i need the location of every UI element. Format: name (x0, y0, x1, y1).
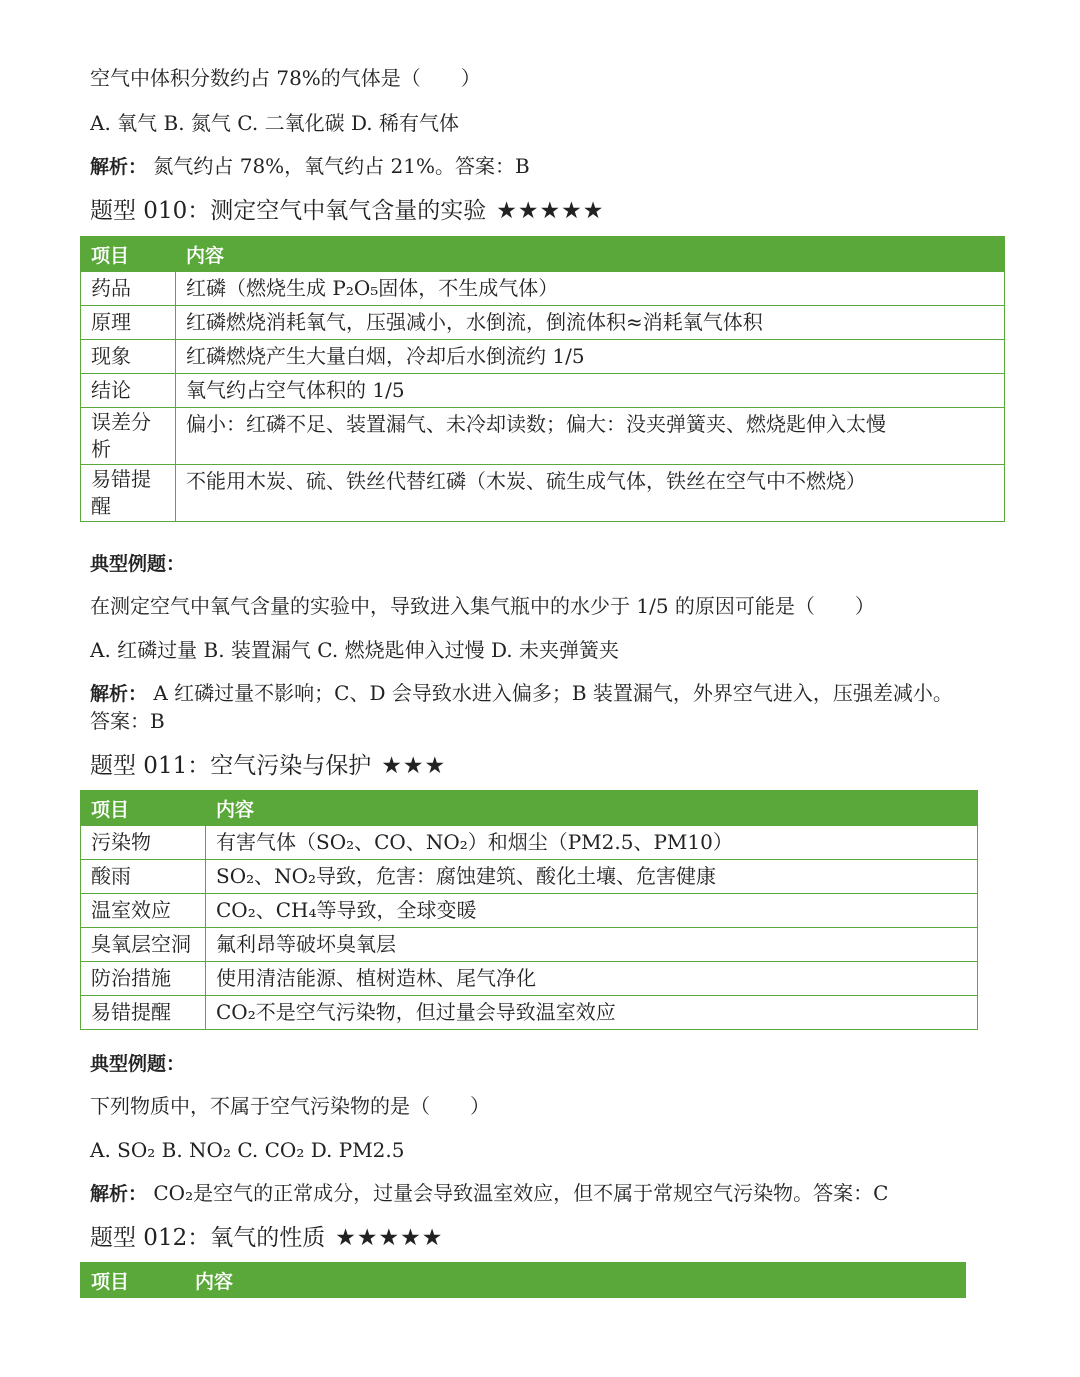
section-title: 题型 011：空气污染与保护 (90, 753, 372, 779)
table-row (81, 860, 978, 894)
table-row (81, 928, 978, 962)
row-label: 温室效应 (81, 894, 206, 928)
row-label: 误差分析 (81, 408, 176, 465)
row-content: 有害气体（SO₂、CO、NO₂）和烟尘（PM2.5、PM10） (206, 826, 978, 860)
analysis-answer: 答案：B (90, 709, 165, 733)
table-row (81, 272, 1005, 306)
row-content: 氟利昂等破坏臭氧层 (206, 928, 978, 962)
header-cell-item: 项目 (81, 791, 206, 826)
analysis-line (90, 152, 530, 181)
options-text: A. 氧气 B. 氮气 C. 二氧化碳 D. 稀有气体 (90, 111, 459, 135)
section-012-table (80, 1262, 966, 1298)
section-012-heading (90, 1222, 443, 1254)
table-row (81, 962, 978, 996)
table-header-row (81, 237, 1005, 272)
row-label: 酸雨 (81, 860, 206, 894)
table-row (81, 340, 1005, 374)
row-label: 结论 (81, 374, 176, 408)
table-row (81, 996, 978, 1030)
section-011-table (80, 790, 978, 1030)
row-label: 药品 (81, 272, 176, 306)
question-text: 下列物质中，不属于空气污染物的是（ ） (90, 1094, 490, 1118)
row-content: 偏小：红磷不足、装置漏气、未冷却读数；偏大：没夹弹簧夹、燃烧匙伸入太慢 (176, 408, 1005, 465)
row-label: 易错提醒 (81, 996, 206, 1030)
section-010-table (80, 236, 1005, 522)
row-label: 污染物 (81, 826, 206, 860)
analysis-text: CO₂是空气的正常成分，过量会导致温室效应，但不属于常规空气污染物。答案：C (153, 1181, 889, 1205)
table-row (81, 408, 1005, 465)
section-011-heading (90, 750, 446, 782)
analysis-line (90, 679, 953, 708)
options-text: A. SO₂ B. NO₂ C. CO₂ D. PM2.5 (90, 1138, 405, 1162)
row-content: 使用清洁能源、植树造林、尾气净化 (206, 962, 978, 996)
header-cell-content: 内容 (185, 1263, 966, 1298)
row-label: 现象 (81, 340, 176, 374)
row-content: 不能用木炭、硫、铁丝代替红磷（木炭、硫生成气体，铁丝在空气中不燃烧） (176, 465, 1005, 522)
question-text: 在测定空气中氧气含量的实验中，导致进入集气瓶中的水少于 1/5 的原因可能是（ ） (90, 594, 875, 618)
section-010-heading (90, 195, 604, 227)
table-row (81, 306, 1005, 340)
analysis-label: 解析： (90, 1183, 148, 1205)
analysis-label: 解析： (90, 683, 148, 705)
header-cell-content: 内容 (206, 791, 978, 826)
analysis-label: 解析： (90, 156, 148, 178)
row-label: 臭氧层空洞 (81, 928, 206, 962)
table-row (81, 894, 978, 928)
row-content: 氧气约占空气体积的 1/5 (176, 374, 1005, 408)
star-rating: ★★★★★ (496, 198, 605, 224)
row-content: 红磷（燃烧生成 P₂O₅固体，不生成气体） (176, 272, 1005, 306)
table-row (81, 374, 1005, 408)
header-cell-content: 内容 (176, 237, 1005, 272)
table-header-row (81, 791, 978, 826)
example-label: 典型例题： (90, 553, 186, 575)
analysis-line (90, 1179, 888, 1208)
star-rating: ★★★★★ (335, 1225, 444, 1251)
star-rating: ★★★ (381, 753, 447, 779)
analysis-text: 氮气约占 78%，氧气约占 21%。答案：B (153, 154, 530, 178)
row-content: 红磷燃烧消耗氧气，压强减小，水倒流，倒流体积≈消耗氧气体积 (176, 306, 1005, 340)
row-label: 防治措施 (81, 962, 206, 996)
options-text: A. 红磷过量 B. 装置漏气 C. 燃烧匙伸入过慢 D. 未夹弹簧夹 (90, 638, 619, 662)
row-content: CO₂不是空气污染物，但过量会导致温室效应 (206, 996, 978, 1030)
row-content: CO₂、CH₄等导致，全球变暖 (206, 894, 978, 928)
section-title: 题型 012：氧气的性质 (90, 1225, 326, 1251)
analysis-text: A 红磷过量不影响；C、D 会导致水进入偏多；B 装置漏气，外界空气进入，压强差减小。 (153, 681, 953, 705)
row-label: 易错提醒 (81, 465, 176, 522)
example-label: 典型例题： (90, 1053, 186, 1075)
header-cell-item: 项目 (81, 237, 176, 272)
row-content: SO₂、NO₂导致，危害：腐蚀建筑、酸化土壤、危害健康 (206, 860, 978, 894)
row-content: 红磷燃烧产生大量白烟，冷却后水倒流约 1/5 (176, 340, 1005, 374)
table-row (81, 826, 978, 860)
header-cell-item: 项目 (81, 1263, 185, 1298)
table-header-row (81, 1263, 966, 1298)
table-row (81, 465, 1005, 522)
question-text: 空气中体积分数约占 78%的气体是（ ） (90, 66, 481, 90)
section-title: 题型 010：测定空气中氧气含量的实验 (90, 198, 487, 224)
row-label: 原理 (81, 306, 176, 340)
